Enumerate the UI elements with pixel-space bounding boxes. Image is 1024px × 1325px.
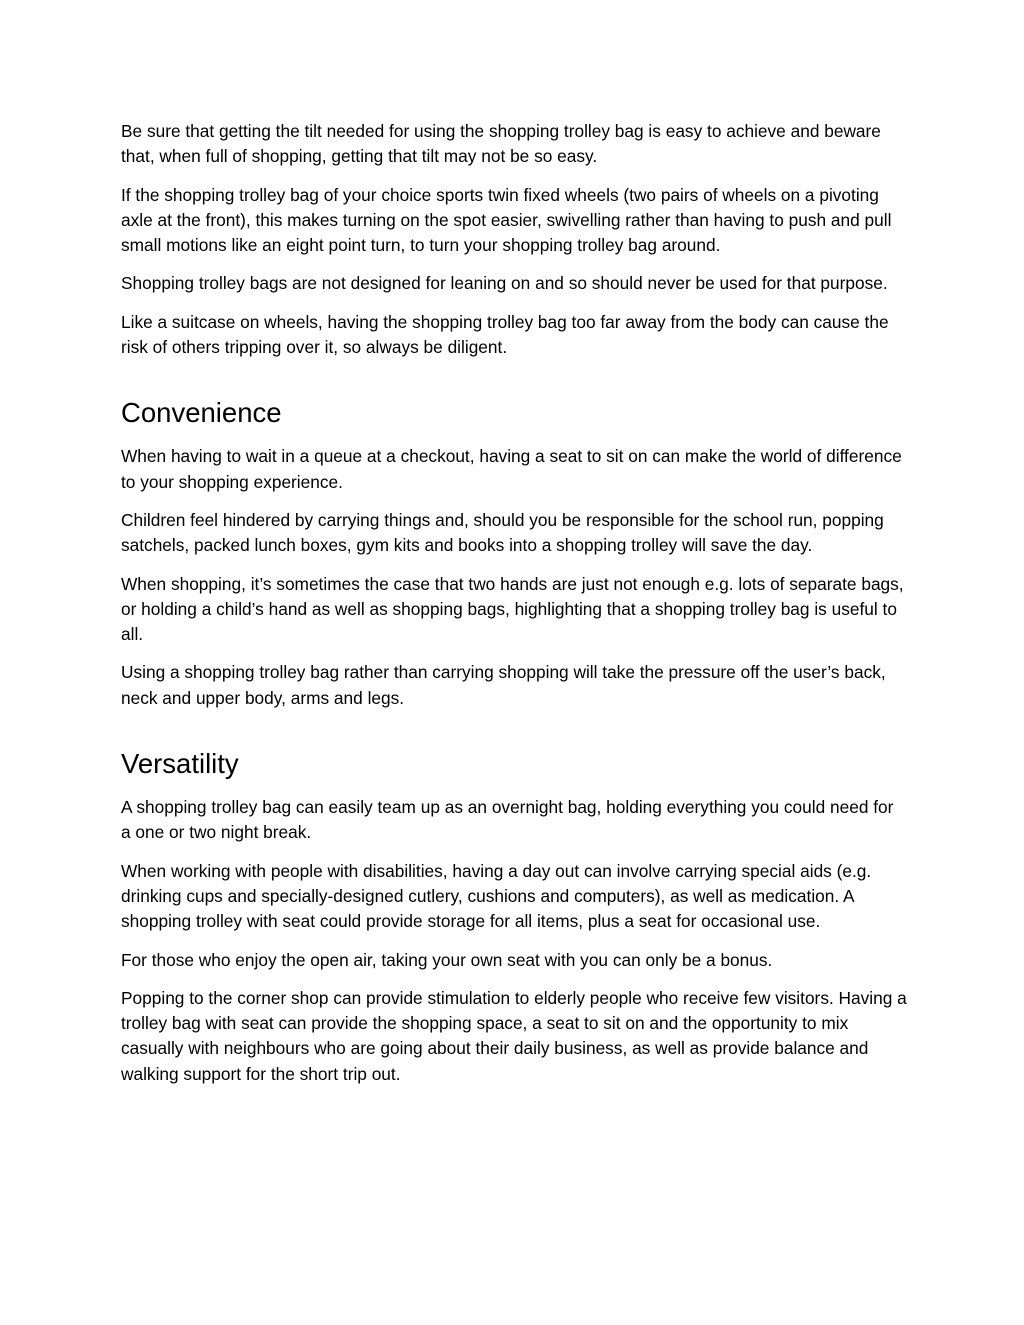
convenience-paragraph: When having to wait in a queue at a checkout, having a seat to sit on can make the world of difference to your shopping experience.: [121, 446, 902, 492]
section-heading-versatility: Versatility: [121, 748, 239, 780]
section-heading-convenience: Convenience: [121, 397, 282, 429]
versatility-paragraph: For those who enjoy the open air, taking your own seat with you can only be a bonus.: [121, 949, 773, 970]
intro-paragraph-tripping: Like a suitcase on wheels, having the shopping trolley bag too far away from the body can cause the risk of others tripping over it, so always be diligent.: [121, 311, 889, 358]
intro-paragraph-leaning: Shopping trolley bags are not designed for leaning on and so should never be used for that purpose.: [121, 273, 888, 294]
intro-paragraph-wheels: If the shopping trolley bag of your choice sports twin fixed wheels (two pairs of wheels on a pivoting axle at the front), this makes turning on the spot easier, swivelling rather than having to push and pull small motions like an eight point turn, to turn your shopping trolley bag around.: [121, 184, 892, 256]
versatility-paragraph: When working with people with disabilities, having a day out can involve carrying special aids (e.g. drinking cups and specially-designed cutlery, cushions and computers), as well as medication. A shopping trolley with seat could provide storage for all items, plus a seat for occasional use.: [121, 860, 872, 932]
convenience-paragraph: Children feel hindered by carrying things and, should you be responsible for the school run, popping satchels, packed lunch boxes, gym kits and books into a shopping trolley will save the day.: [121, 509, 884, 556]
document-page: [121, 119, 907, 1100]
versatility-paragraph: A shopping trolley bag can easily team up as an overnight bag, holding everything you could need for a one or two night break.: [121, 797, 894, 843]
intro-paragraph-tilt: Be sure that getting the tilt needed for using the shopping trolley bag is easy to achieve and beware that, when full of shopping, getting that tilt may not be so easy.: [121, 121, 881, 167]
convenience-paragraph: Using a shopping trolley bag rather than carrying shopping will take the pressure off the user’s back, neck and upper body, arms and legs.: [121, 662, 886, 708]
convenience-paragraph: When shopping, it’s sometimes the case that two hands are just not enough e.g. lots of separate bags, or holding a child’s hand as well as shopping bags, highlighting that a shopping trolley bag is useful to all.: [121, 573, 904, 645]
versatility-paragraph: Popping to the corner shop can provide stimulation to elderly people who receive few visitors. Having a trolley bag with seat can provide the shopping space, a seat to sit on and the opportunity to mix casually with neighbours who are going about their daily business, as well as provide balance and walking support for the short trip out.: [121, 987, 907, 1084]
